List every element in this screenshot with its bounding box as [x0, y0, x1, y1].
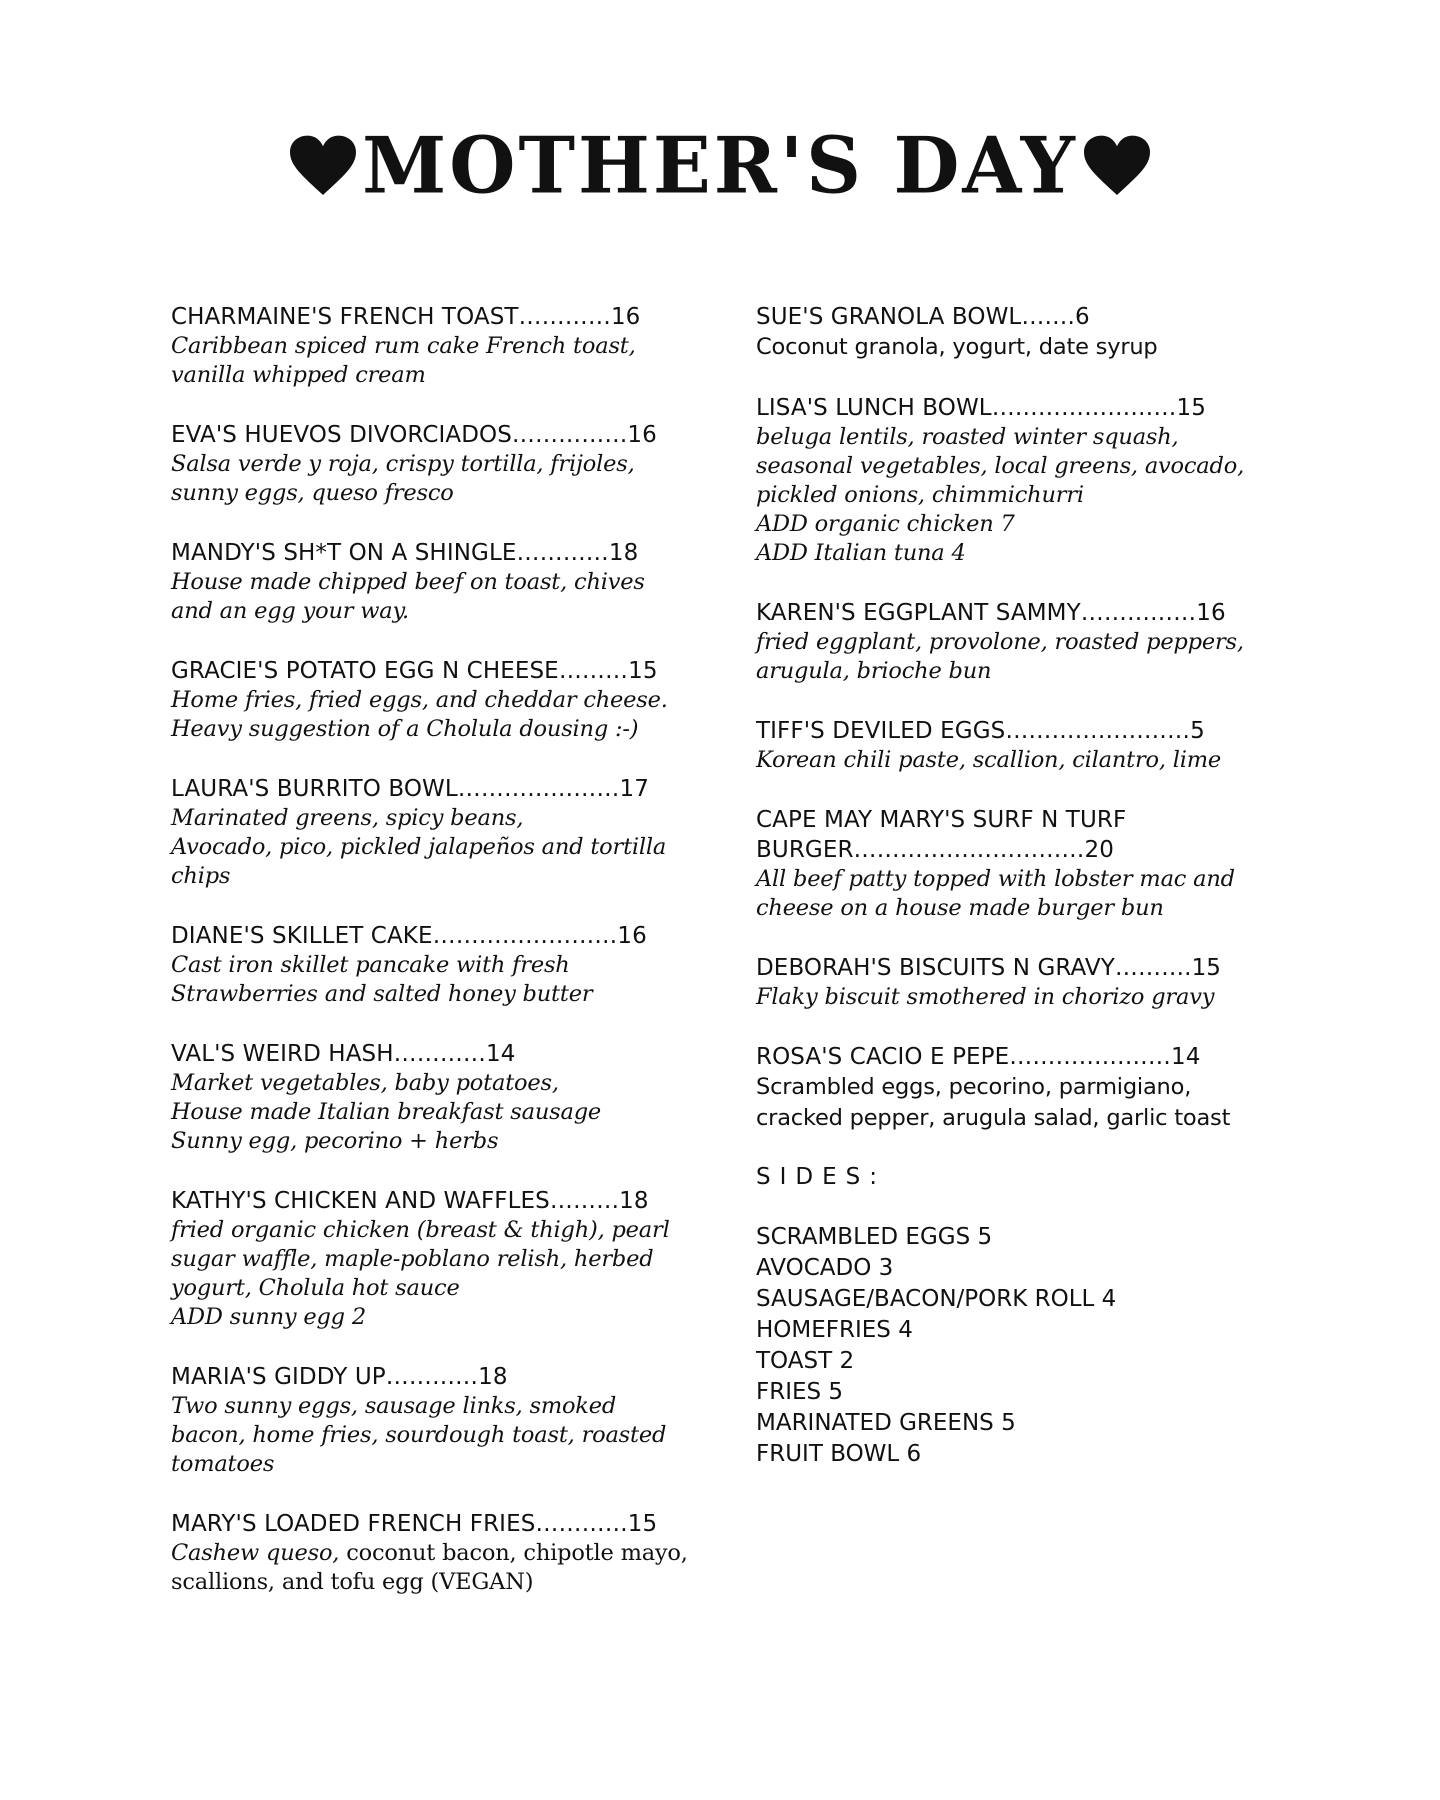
- menu-item-description: [171, 568, 711, 626]
- description-line: House made chipped beef on toast, chives: [171, 569, 645, 595]
- menu-item: [171, 420, 711, 508]
- description-line: sunny eggs, queso fresco: [171, 480, 454, 506]
- side-item: FRUIT BOWL 6: [756, 1441, 922, 1467]
- menu-item-description: [756, 1072, 1316, 1134]
- description-line: ADD Italian tuna 4: [756, 540, 966, 566]
- menu-item: [171, 538, 711, 626]
- description-line: Market vegetables, baby potatoes,: [171, 1070, 559, 1096]
- menu-item-name: VAL'S WEIRD HASH…………14: [171, 1041, 516, 1067]
- side-item: HOMEFRIES 4: [756, 1317, 913, 1343]
- menu-column-right: [756, 302, 1316, 1470]
- description-line: Caribbean spiced rum cake French toast,: [171, 333, 636, 359]
- description-line: fried eggplant, provolone, roasted peppers,: [756, 629, 1244, 655]
- menu-item-name: GRACIE'S POTATO EGG N CHEESE………15: [171, 658, 658, 684]
- description-line: Avocado, pico, pickled jalapeños and tortilla: [171, 834, 667, 860]
- side-item: AVOCADO 3: [756, 1255, 894, 1281]
- description-line: cheese on a house made burger bun: [756, 895, 1164, 921]
- description-italic: Cashew queso,: [171, 1540, 340, 1566]
- description-line: fried organic chicken (breast & thigh), pearl: [171, 1217, 670, 1243]
- menu-item: [756, 302, 1316, 363]
- sides-heading: SIDES:: [756, 1164, 886, 1190]
- menu-item-description: [756, 628, 1316, 686]
- description-line: ADD sunny egg 2: [171, 1304, 366, 1330]
- menu-item: [171, 1039, 711, 1156]
- description-line: Sunny egg, pecorino + herbs: [171, 1128, 499, 1154]
- menu-item-description: [756, 332, 1316, 363]
- description-line: Korean chili paste, scallion, cilantro, lime: [756, 747, 1222, 773]
- description-line: arugula, brioche bun: [756, 658, 992, 684]
- description-line: All beef patty topped with lobster mac and: [756, 866, 1235, 892]
- description-line: Two sunny eggs, sausage links, smoked: [171, 1393, 617, 1419]
- menu-item-description: [756, 423, 1316, 568]
- menu-item-name: SUE'S GRANOLA BOWL…….6: [756, 304, 1090, 330]
- description-line: ADD organic chicken 7: [756, 511, 1015, 537]
- menu-item-name: BURGER…………………………20: [756, 837, 1114, 863]
- description-upright: coconut bacon, chipotle mayo,: [339, 1540, 688, 1566]
- description-line: Marinated greens, spicy beans,: [171, 805, 524, 831]
- menu-column-left: [171, 302, 711, 1627]
- heart-icon: [290, 135, 356, 197]
- description-line: Home fries, fried eggs, and cheddar cheese.: [171, 687, 668, 713]
- menu-item-name: LISA'S LUNCH BOWL……………………15: [756, 395, 1206, 421]
- menu-item-name: TIFF'S DEVILED EGGS……………………5: [756, 718, 1205, 744]
- description-line: sugar waffle, maple-poblano relish, herbed: [171, 1246, 654, 1272]
- description-line: Flaky biscuit smothered in chorizo gravy: [756, 984, 1215, 1010]
- menu-item-name: ROSA'S CACIO E PEPE…………………14: [756, 1044, 1201, 1070]
- menu-item: [756, 805, 1316, 923]
- side-item: SAUSAGE/BACON/PORK ROLL 4: [756, 1286, 1117, 1312]
- menu-item: [756, 716, 1316, 775]
- description-line: beluga lentils, roasted winter squash,: [756, 424, 1179, 450]
- menu-item-name: MARY'S LOADED FRENCH FRIES…………15: [171, 1511, 658, 1537]
- menu-item-name: CAPE MAY MARY'S SURF N TURF: [756, 807, 1127, 833]
- menu-item: [756, 1042, 1316, 1134]
- description-line: tomatoes: [171, 1451, 275, 1477]
- side-item: SCRAMBLED EGGS 5: [756, 1224, 993, 1250]
- description-line: Coconut granola, yogurt, date syrup: [756, 334, 1158, 360]
- menu-item: [171, 774, 711, 891]
- description-line: scallions, and tofu egg (VEGAN): [171, 1569, 534, 1595]
- menu-item-description: [756, 746, 1316, 775]
- menu-item-name: KATHY'S CHICKEN AND WAFFLES………18: [171, 1188, 649, 1214]
- menu-item: [171, 1509, 711, 1597]
- menu-item-name: KAREN'S EGGPLANT SAMMY……………16: [756, 600, 1226, 626]
- menu-item-description: [171, 1539, 711, 1597]
- menu-item-description: [171, 686, 711, 744]
- description-line: yogurt, Cholula hot sauce: [171, 1275, 460, 1301]
- sides-list: [756, 1222, 1316, 1470]
- menu-item-name: CHARMAINE'S FRENCH TOAST…………16: [171, 304, 641, 330]
- description-line: Cast iron skillet pancake with fresh: [171, 952, 570, 978]
- side-item: MARINATED GREENS 5: [756, 1410, 1016, 1436]
- menu-item-description: [756, 865, 1316, 923]
- description-line: cracked pepper, arugula salad, garlic toast: [756, 1105, 1231, 1131]
- menu-item-description: [171, 804, 711, 891]
- description-line: pickled onions, chimmichurri: [756, 482, 1084, 508]
- description-line: Scrambled eggs, pecorino, parmigiano,: [756, 1074, 1192, 1100]
- menu-item: [756, 953, 1316, 1012]
- description-line: seasonal vegetables, local greens, avocado,: [756, 453, 1245, 479]
- heart-icon: [1084, 135, 1150, 197]
- description-line: bacon, home fries, sourdough toast, roasted: [171, 1422, 667, 1448]
- side-item: FRIES 5: [756, 1379, 844, 1405]
- description-line: Salsa verde y roja, crispy tortilla, frijoles,: [171, 451, 635, 477]
- menu-item-name: DIANE'S SKILLET CAKE……………………16: [171, 923, 647, 949]
- description-line: and an egg your way.: [171, 598, 409, 624]
- menu-item-name: MANDY'S SH*T ON A SHINGLE…………18: [171, 540, 639, 566]
- menu-item-description: [171, 332, 711, 390]
- menu-item: [171, 302, 711, 390]
- menu-item-name: DEBORAH'S BISCUITS N GRAVY……….15: [756, 955, 1222, 981]
- menu-item: [171, 1186, 711, 1332]
- menu-item: [756, 393, 1316, 568]
- menu-item-description: [171, 1069, 711, 1156]
- menu-item-name: MARIA'S GIDDY UP…………18: [171, 1364, 508, 1390]
- menu-item-description: [171, 951, 711, 1009]
- menu-item: [756, 598, 1316, 686]
- description-line: vanilla whipped cream: [171, 362, 426, 388]
- menu-title: [0, 120, 1440, 211]
- side-item: TOAST 2: [756, 1348, 855, 1374]
- menu-item-description: [171, 1392, 711, 1479]
- description-line: Strawberries and salted honey butter: [171, 981, 593, 1007]
- menu-item-name: EVA'S HUEVOS DIVORCIADOS……………16: [171, 422, 657, 448]
- menu-item: [171, 1362, 711, 1479]
- page-title: MOTHER'S DAY: [362, 120, 1078, 211]
- description-line: chips: [171, 863, 231, 889]
- description-line: Heavy suggestion of a Cholula dousing :-): [171, 716, 639, 742]
- menu-item-description: [171, 450, 711, 508]
- menu-item-description: [756, 983, 1316, 1012]
- description-line: House made Italian breakfast sausage: [171, 1099, 602, 1125]
- menu-item-name: LAURA'S BURRITO BOWL…………………17: [171, 776, 649, 802]
- menu-item: [171, 656, 711, 744]
- menu-item: [171, 921, 711, 1009]
- menu-item-description: [171, 1216, 711, 1332]
